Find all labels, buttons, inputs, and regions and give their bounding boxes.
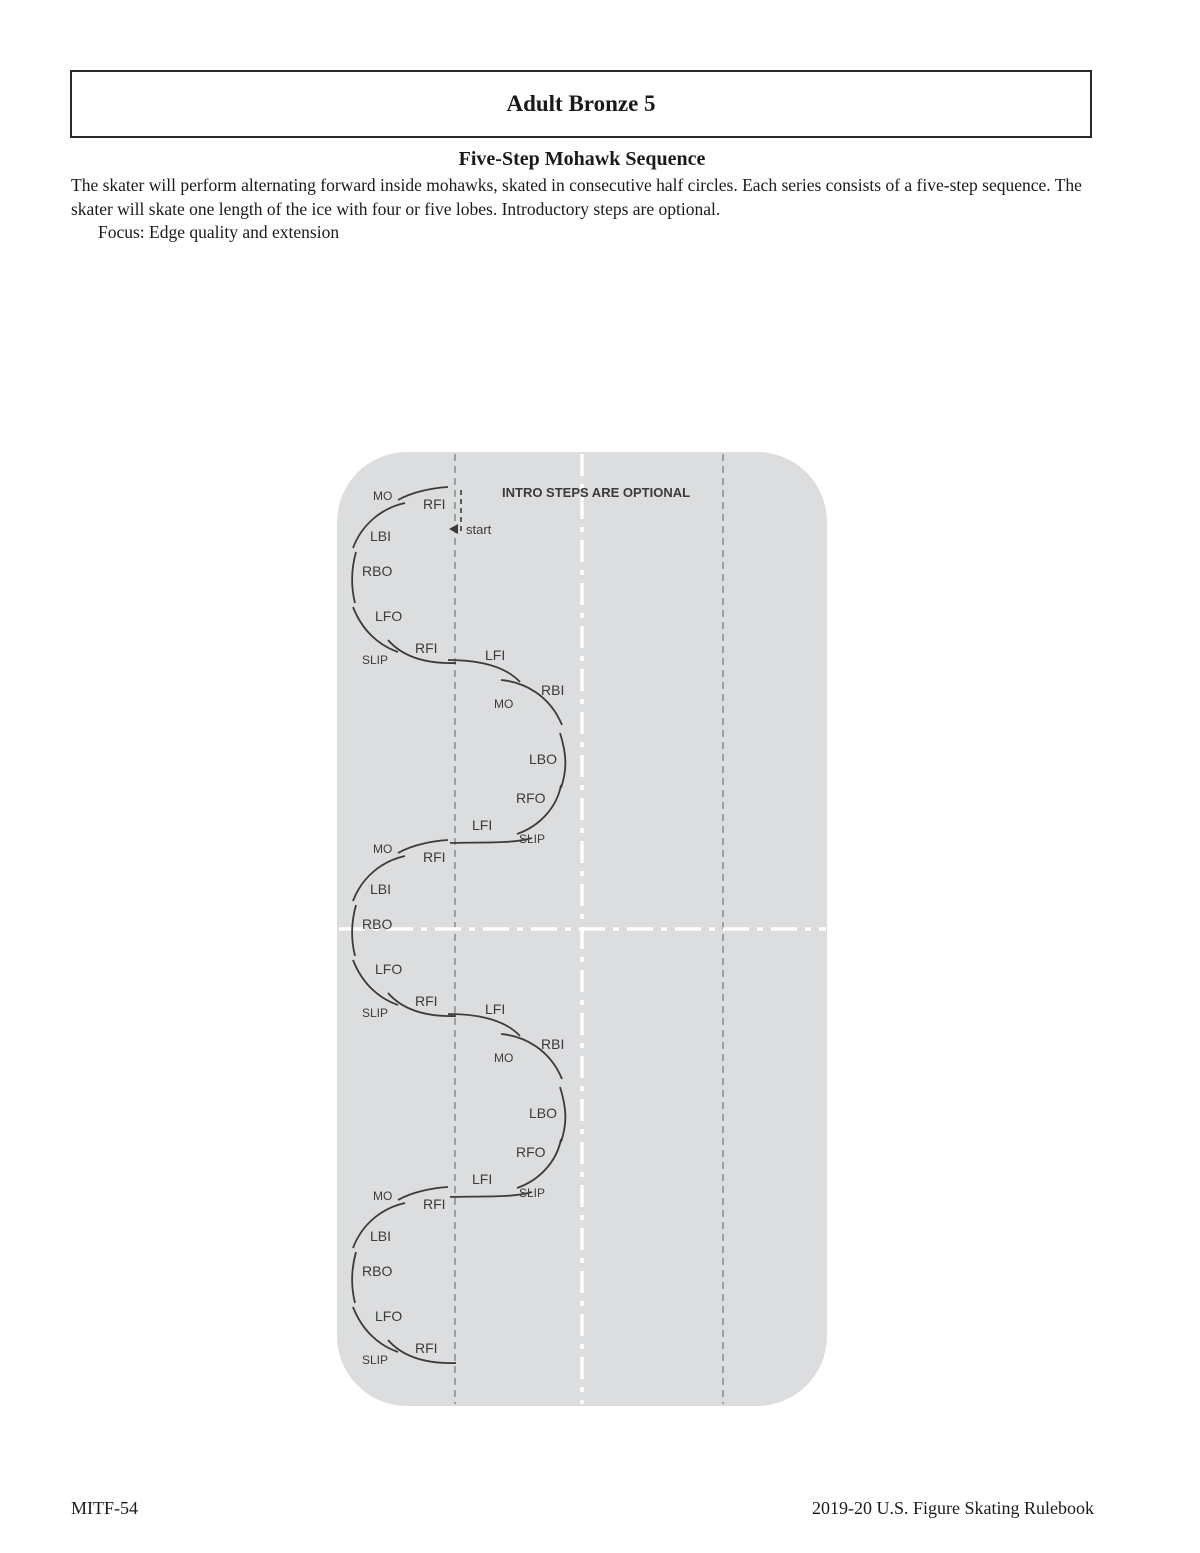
edge-label: LBI: [370, 528, 392, 544]
edge-label: RFO: [516, 1144, 546, 1160]
intro-note: INTRO STEPS ARE OPTIONAL: [502, 485, 691, 500]
edge-label: MO: [373, 1189, 393, 1203]
edge-label: LFO: [375, 608, 403, 624]
edge-label: RBI: [541, 1036, 565, 1052]
edge-label: RFI: [415, 1340, 438, 1356]
edge-label: RBI: [541, 682, 565, 698]
edge-label: MO: [373, 489, 393, 503]
edge-label: LFO: [375, 1308, 403, 1324]
edge-label: RFI: [423, 849, 446, 865]
edge-label: SLIP: [362, 1353, 389, 1367]
edge-label: RFO: [516, 790, 546, 806]
edge-label: RFI: [415, 993, 438, 1009]
edge-label: MO: [494, 697, 514, 711]
edge-label: RBO: [362, 563, 393, 579]
edge-label: LFI: [485, 1001, 506, 1017]
description-paragraph: The skater will perform alternating forward inside mohawks, skated in consecutive half circles. Each series consists of a five-step sequence. The skater will skate one length of the ice with four or five lobes. Introductory steps are optional.: [71, 175, 1082, 219]
page-title: Adult Bronze 5: [506, 91, 656, 116]
edge-label: LFI: [472, 1171, 493, 1187]
edge-label: LBO: [529, 1105, 558, 1121]
focus-line: Focus: Edge quality and extension: [98, 222, 340, 242]
edge-label: LBI: [370, 1228, 392, 1244]
footer-page-number: MITF-54: [71, 1498, 138, 1518]
edge-label: LFO: [375, 961, 403, 977]
edge-label: LFI: [485, 647, 506, 663]
edge-label: RBO: [362, 1263, 393, 1279]
edge-label: RBO: [362, 916, 393, 932]
edge-label: SLIP: [519, 832, 546, 846]
edge-label: MO: [494, 1051, 514, 1065]
edge-label: LBI: [370, 881, 392, 897]
edge-label: LBO: [529, 751, 558, 767]
edge-label: RFI: [423, 496, 446, 512]
footer-publication: 2019-20 U.S. Figure Skating Rulebook: [812, 1498, 1094, 1518]
edge-label: SLIP: [362, 1006, 389, 1020]
edge-label: SLIP: [362, 653, 389, 667]
edge-label: MO: [373, 842, 393, 856]
section-subtitle: Five-Step Mohawk Sequence: [458, 148, 706, 170]
start-label: start: [466, 522, 492, 537]
edge-label: RFI: [423, 1196, 446, 1212]
edge-label: LFI: [472, 817, 493, 833]
edge-label: RFI: [415, 640, 438, 656]
edge-label: SLIP: [519, 1186, 546, 1200]
